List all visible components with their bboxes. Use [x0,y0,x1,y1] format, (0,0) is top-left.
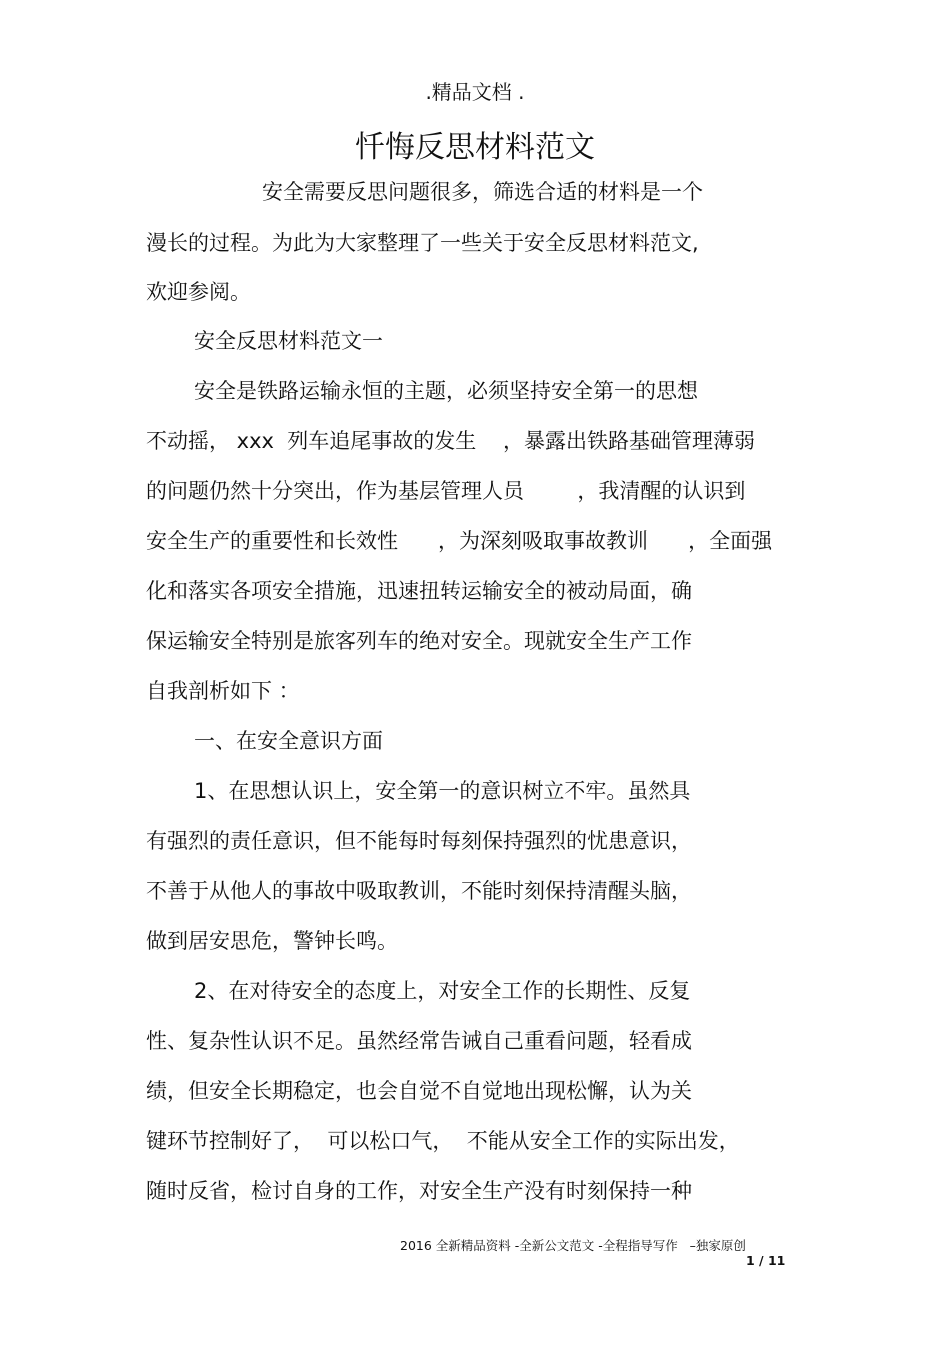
section-heading: 一、在安全意识方面 [194,729,383,753]
body-line: 2、在对待安全的态度上，对安全工作的长期性、反复 [194,979,691,1003]
body-line: 安全生产的重要性和长效性 ，为深刻吸取事故教训 ，全面强 [146,529,773,553]
body-line: 做到居安思危，警钟长鸣。 [146,929,398,953]
body-line: 随时反省，检讨自身的工作，对安全生产没有时刻保持一种 [146,1179,692,1203]
section-heading: 安全反思材料范文一 [194,329,383,353]
body-line: 安全是铁路运输永恒的主题，必须坚持安全第一的思想 [194,379,698,403]
body-line: 键环节控制好了， 可以松口气， 不能从安全工作的实际出发， [146,1129,740,1153]
body-line: 的问题仍然十分突出，作为基层管理人员 ，我清醒的认识到 [146,479,746,503]
body-line: 安全需要反思问题很多，筛选合适的材料是一个 [262,180,703,204]
body-line: 自我剖析如下 ： [146,679,300,703]
body-line: 不动摇， xxx 列车追尾事故的发生 ，暴露出铁路基础管理薄弱 [146,429,756,453]
document-title: 忏悔反思材料范文 [355,130,595,165]
body-line: 性、复杂性认识不足。虽然经常告诫自己重看问题，轻看成 [146,1029,692,1053]
body-line: 不善于从他人的事故中吸取教训，不能时刻保持清醒头脑， [146,879,692,903]
body-line: 欢迎参阅。 [146,280,251,304]
page-header: .精品文档 . [425,80,525,104]
body-line: 保运输安全特别是旅客列车的绝对安全。现就安全生产工作 [146,629,692,653]
body-line: 1、在思想认识上，安全第一的意识树立不牢。虽然具 [194,779,691,803]
page-footer: 2016 全新精品资料 -全新公文范文 -全程指导写作 –独家原创 [400,1238,746,1253]
page-number: 1 / 11 [746,1253,786,1268]
body-line: 有强烈的责任意识，但不能每时每刻保持强烈的忧患意识， [146,829,692,853]
body-line: 化和落实各项安全措施，迅速扭转运输安全的被动局面，确 [146,579,692,603]
body-line: 漫长的过程。为此为大家整理了一些关于安全反思材料范文, [146,231,699,255]
body-line: 绩，但安全长期稳定，也会自觉不自觉地出现松懈，认为关 [146,1079,692,1103]
